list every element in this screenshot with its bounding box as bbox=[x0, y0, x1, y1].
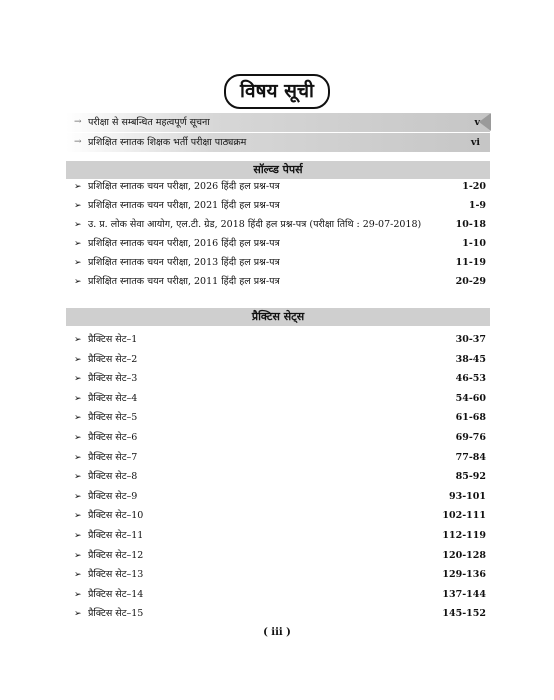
toc-entry[interactable] bbox=[66, 354, 490, 374]
solved-papers-list bbox=[66, 181, 490, 295]
toc-entry-page: 11-19 bbox=[455, 257, 486, 268]
toc-entry-label: प्रशिक्षित स्नातक चयन परीक्षा, 2013 हिंदी हल प्रश्न-पत्र bbox=[88, 257, 280, 268]
practice-sets-list bbox=[66, 334, 490, 628]
toc-entry[interactable] bbox=[66, 200, 490, 219]
intro-section bbox=[66, 113, 490, 153]
toc-entry-label: प्रैक्टिस सेट–10 bbox=[88, 510, 144, 522]
toc-entry[interactable] bbox=[66, 334, 490, 354]
toc-entry-page: 1-9 bbox=[468, 200, 486, 211]
arrowhead-bullet-icon: ➢ bbox=[74, 491, 82, 502]
toc-entry-label: उ. प्र. लोक सेवा आयोग, एल.टी. ग्रेड, 2018 हिंदी हल प्रश्न-पत्र (परीक्षा तिथि : 29-07-2018) bbox=[88, 219, 422, 230]
page-title: विषय सूची bbox=[224, 74, 330, 109]
toc-entry[interactable] bbox=[66, 238, 490, 257]
toc-entry-page: 93-101 bbox=[449, 490, 486, 502]
arrowhead-bullet-icon: ➢ bbox=[74, 277, 82, 287]
arrow-right-icon: → bbox=[74, 117, 82, 127]
toc-entry-page: 30-37 bbox=[455, 334, 486, 345]
arrowhead-bullet-icon: ➢ bbox=[74, 258, 82, 268]
arrowhead-bullet-icon: ➢ bbox=[74, 201, 82, 211]
toc-entry[interactable] bbox=[66, 589, 490, 609]
toc-entry-page: 120-128 bbox=[442, 549, 486, 561]
page-number: ( iii ) bbox=[263, 627, 291, 638]
toc-entry-page: 20-29 bbox=[455, 276, 486, 287]
toc-entry[interactable] bbox=[66, 219, 490, 238]
arrowhead-bullet-icon: ➢ bbox=[74, 354, 82, 365]
toc-entry[interactable] bbox=[66, 373, 490, 393]
arrowhead-bullet-icon: ➢ bbox=[74, 570, 82, 581]
arrowhead-bullet-icon: ➢ bbox=[74, 432, 82, 443]
arrowhead-bullet-icon: ➢ bbox=[74, 335, 82, 345]
toc-entry-label: प्रैक्टिस सेट–6 bbox=[88, 431, 138, 443]
arrowhead-bullet-icon: ➢ bbox=[74, 589, 82, 600]
toc-entry-label: प्रैक्टिस सेट–15 bbox=[88, 608, 144, 620]
toc-entry-label: प्रैक्टिस सेट–3 bbox=[88, 373, 138, 385]
arrowhead-bullet-icon: ➢ bbox=[74, 393, 82, 404]
intro-item-label: परीक्षा से सम्बन्धित महत्वपूर्ण सूचना bbox=[88, 117, 210, 128]
toc-entry-label: प्रैक्टिस सेट–9 bbox=[88, 490, 138, 502]
intro-item-label: प्रशिक्षित स्नातक शिक्षक भर्ती परीक्षा पाठ्यक्रम bbox=[88, 137, 247, 148]
toc-entry-page: 38-45 bbox=[455, 353, 486, 365]
practice-sets-heading: प्रैक्टिस सेट्स bbox=[66, 308, 490, 326]
toc-entry[interactable] bbox=[66, 491, 490, 511]
toc-entry-page: 85-92 bbox=[455, 471, 486, 483]
toc-entry-page: 69-76 bbox=[455, 431, 486, 443]
toc-entry[interactable] bbox=[66, 550, 490, 570]
toc-entry[interactable] bbox=[66, 608, 490, 628]
toc-entry-label: प्रशिक्षित स्नातक चयन परीक्षा, 2026 हिंदी हल प्रश्न-पत्र bbox=[88, 181, 280, 192]
intro-item[interactable] bbox=[66, 133, 490, 152]
arrowhead-bullet-icon: ➢ bbox=[74, 239, 82, 249]
toc-entry-page: 129-136 bbox=[442, 569, 486, 581]
toc-entry-page: 1-20 bbox=[462, 181, 486, 192]
toc-entry-page: 46-53 bbox=[455, 373, 486, 385]
intro-item[interactable] bbox=[66, 113, 490, 132]
toc-entry[interactable] bbox=[66, 510, 490, 530]
toc-entry[interactable] bbox=[66, 181, 490, 200]
arrowhead-bullet-icon: ➢ bbox=[74, 413, 82, 424]
toc-entry-page: 137-144 bbox=[442, 588, 486, 600]
toc-entry[interactable] bbox=[66, 452, 490, 472]
toc-entry-label: प्रशिक्षित स्नातक चयन परीक्षा, 2021 हिंदी हल प्रश्न-पत्र bbox=[88, 200, 280, 211]
solved-papers-heading: सॉल्व्ड पेपर्स bbox=[66, 161, 490, 179]
toc-entry-page: 1-10 bbox=[462, 238, 486, 249]
toc-entry-label: प्रैक्टिस सेट–4 bbox=[88, 392, 138, 404]
toc-entry-label: प्रैक्टिस सेट–2 bbox=[88, 353, 138, 365]
toc-entry[interactable] bbox=[66, 432, 490, 452]
title-wrapper bbox=[0, 74, 554, 109]
toc-entry-label: प्रशिक्षित स्नातक चयन परीक्षा, 2011 हिंदी हल प्रश्न-पत्र bbox=[88, 276, 280, 287]
arrowhead-bullet-icon: ➢ bbox=[74, 511, 82, 522]
toc-entry-page: 102-111 bbox=[442, 510, 486, 522]
arrowhead-bullet-icon: ➢ bbox=[74, 452, 82, 463]
arrowhead-bullet-icon: ➢ bbox=[74, 374, 82, 385]
toc-entry-page: 61-68 bbox=[455, 412, 486, 424]
arrowhead-bullet-icon: ➢ bbox=[74, 472, 82, 483]
toc-entry[interactable] bbox=[66, 257, 490, 276]
toc-entry-label: प्रशिक्षित स्नातक चयन परीक्षा, 2016 हिंदी हल प्रश्न-पत्र bbox=[88, 238, 280, 249]
toc-entry-label: प्रैक्टिस सेट–11 bbox=[88, 529, 144, 541]
intro-item-page: vi bbox=[470, 137, 480, 148]
toc-entry[interactable] bbox=[66, 412, 490, 432]
arrowhead-bullet-icon: ➢ bbox=[74, 530, 82, 541]
toc-entry-page: 77-84 bbox=[455, 451, 486, 463]
toc-entry-label: प्रैक्टिस सेट–12 bbox=[88, 549, 144, 561]
arrowhead-bullet-icon: ➢ bbox=[74, 550, 82, 561]
toc-entry-label: प्रैक्टिस सेट–1 bbox=[88, 334, 138, 345]
toc-entry-label: प्रैक्टिस सेट–5 bbox=[88, 412, 138, 424]
toc-entry-page: 112-119 bbox=[442, 529, 486, 541]
toc-entry[interactable] bbox=[66, 530, 490, 550]
arrow-right-icon: → bbox=[74, 137, 82, 147]
toc-entry-page: 145-152 bbox=[442, 608, 486, 620]
arrowhead-bullet-icon: ➢ bbox=[74, 609, 82, 620]
toc-entry-label: प्रैक्टिस सेट–14 bbox=[88, 588, 144, 600]
toc-entry-page: 10-18 bbox=[455, 219, 486, 230]
toc-entry-label: प्रैक्टिस सेट–8 bbox=[88, 471, 138, 483]
arrowhead-bullet-icon: ➢ bbox=[74, 182, 82, 192]
toc-entry-label: प्रैक्टिस सेट–7 bbox=[88, 451, 138, 463]
intro-item-page: v bbox=[474, 117, 480, 128]
toc-entry[interactable] bbox=[66, 569, 490, 589]
toc-entry[interactable] bbox=[66, 276, 490, 295]
toc-entry-page: 54-60 bbox=[455, 392, 486, 404]
toc-entry[interactable] bbox=[66, 471, 490, 491]
arrowhead-bullet-icon: ➢ bbox=[74, 220, 82, 230]
toc-entry[interactable] bbox=[66, 393, 490, 413]
toc-entry-label: प्रैक्टिस सेट–13 bbox=[88, 569, 144, 581]
